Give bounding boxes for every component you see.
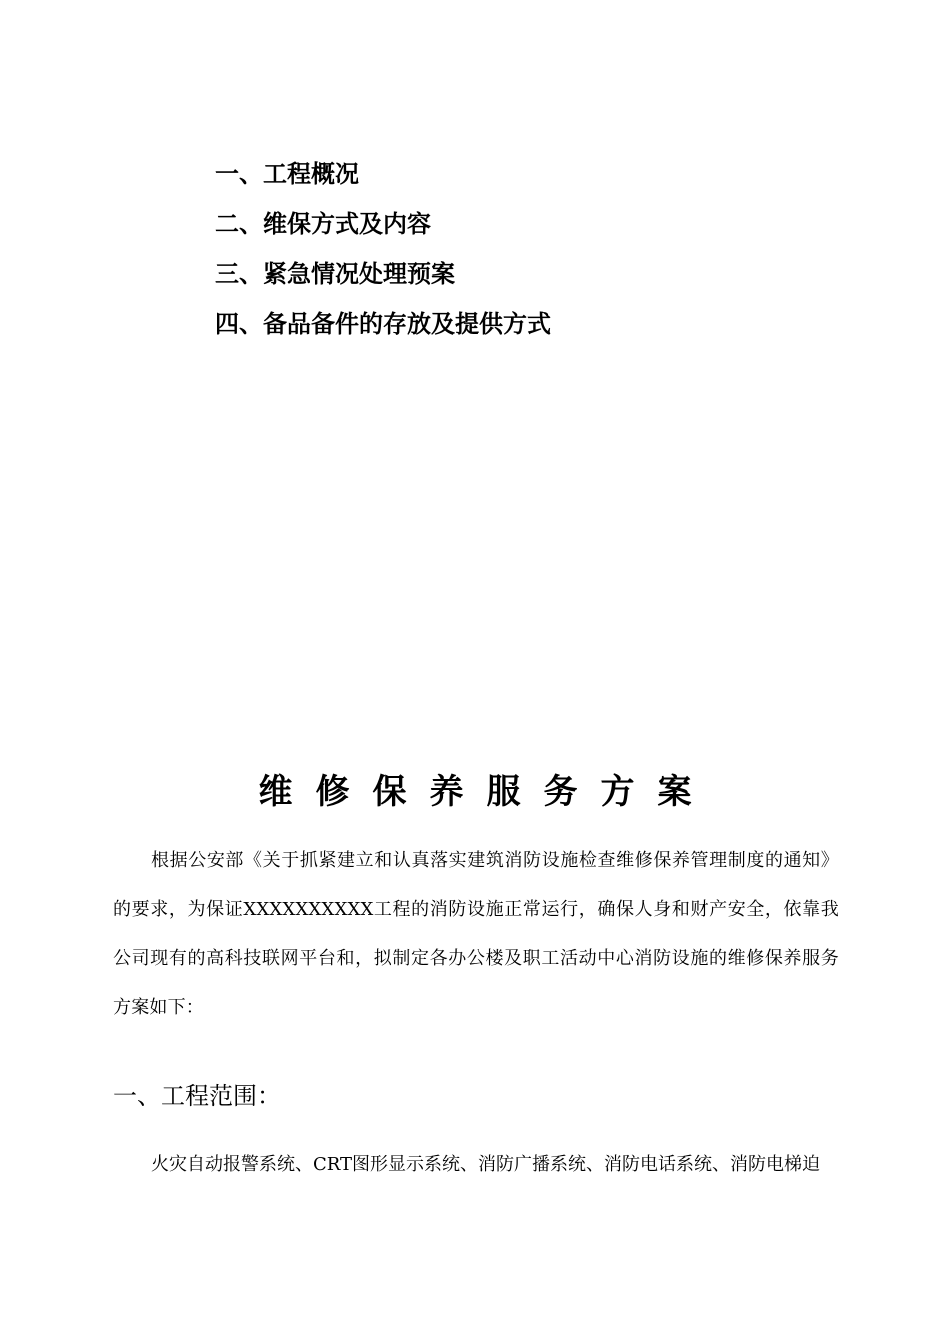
table-of-contents — [215, 152, 551, 352]
toc-item-spare-parts: 四、备品备件的存放及提供方式 — [215, 310, 551, 338]
section-paragraph-project-scope: 火灾自动报警系统、CRT图形显示系统、消防广播系统、消防电话系统、消防电梯迫 — [151, 1154, 821, 1175]
toc-item-maintenance-method: 二、维保方式及内容 — [215, 210, 431, 238]
intro-paragraph: 根据公安部《关于抓紧建立和认真落实建筑消防设施检查维修保养管理制度的通知》的要求，为保证XXXXXXXXXX工程的消防设施正常运行，确保人身和财产安全，依靠我公司现有的高科技联网平台和，拟制定各办公楼及职工活动中心消防设施的维修保养服务方案如下： — [113, 850, 839, 1018]
toc-item-project-overview: 一、工程概况 — [215, 160, 359, 188]
toc-item-emergency-plan: 三、紧急情况处理预案 — [215, 260, 455, 288]
section-heading-project-scope: 一、工程范围： — [113, 1082, 281, 1110]
document-title: 维修保养服务方案 — [258, 771, 715, 812]
